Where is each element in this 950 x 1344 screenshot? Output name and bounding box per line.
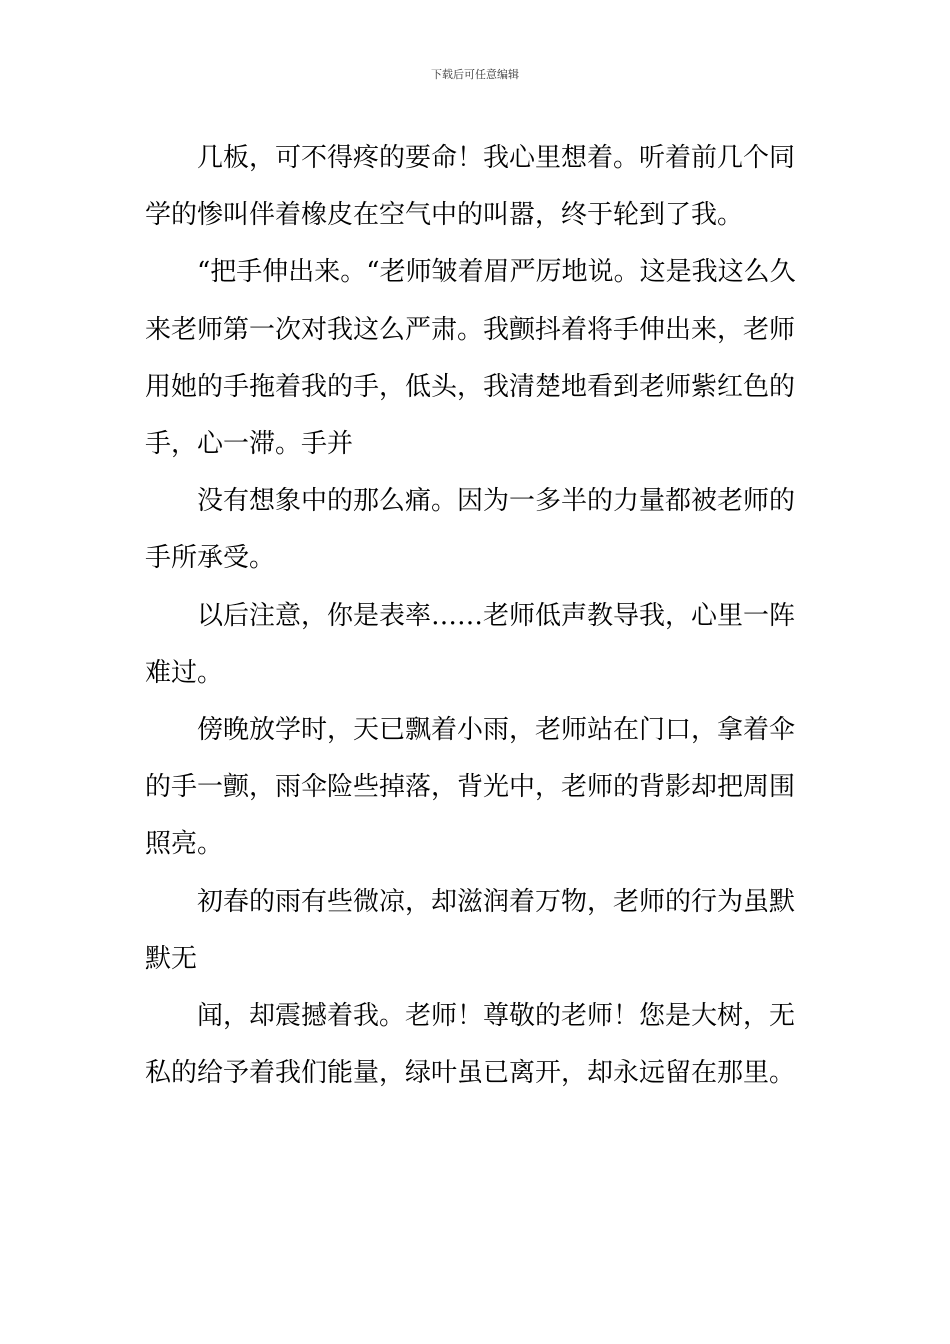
paragraph-7: 闻，却震撼着我。老师！尊敬的老师！您是大树，无私的给予着我们能量，绿叶虽已离开，却永远留在那里。	[145, 1001, 796, 1089]
document-body	[145, 130, 810, 1102]
paragraph-6: 初春的雨有些微凉，却滋润着万物，老师的行为虽默默无	[145, 886, 796, 974]
paragraph-5: 傍晚放学时，天已飘着小雨，老师站在门口，拿着伞的手一颤，雨伞险些掉落，背光中，老师的背影却把周围照亮。	[145, 715, 796, 860]
paragraph-3: 没有想象中的那么痛。因为一多半的力量都被老师的手所承受。	[145, 486, 796, 574]
paragraph-4: 以后注意，你是表率……老师低声教导我，心里一阵难过。	[145, 600, 796, 688]
page-header: 下载后可任意编辑	[431, 68, 519, 81]
paragraph-2: “把手伸出来。“老师皱着眉严厉地说。这是我这么久来老师第一次对我这么严肃。我颤抖着将手伸出来，老师用她的手拖着我的手，低头，我清楚地看到老师紫红色的手，心一滞。手并	[145, 257, 796, 460]
paragraph-1: 几板，可不得疼的要命！我心里想着。听着前几个同学的惨叫伴着橡皮在空气中的叫嚣，终于轮到了我。	[145, 143, 796, 231]
